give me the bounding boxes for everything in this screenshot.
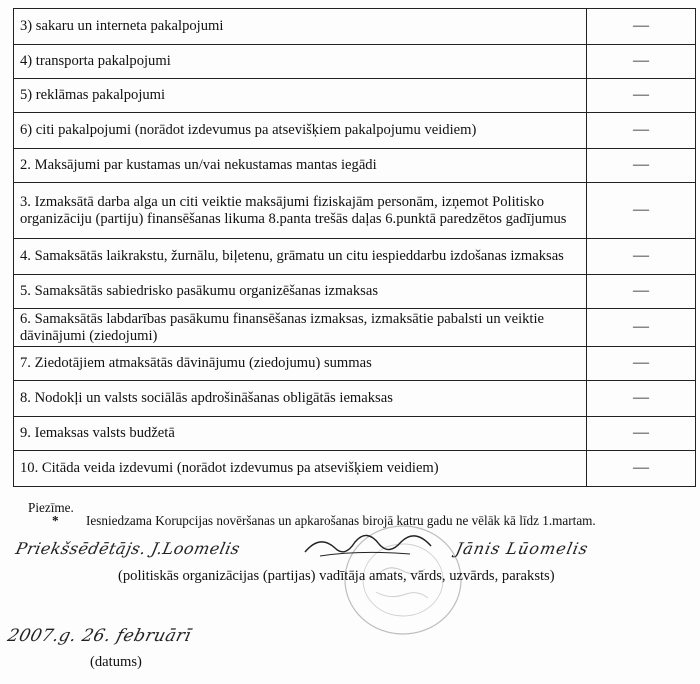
row-value: — xyxy=(587,451,696,487)
row-label: 3. Izmaksātā darba alga un citi veiktie maksājumi fiziskajām personām, izņemot Politisko organizāciju (partiju) finansēšanas likuma 8.panta trešās daļas 6.punktā paredzētos gadījumus xyxy=(14,183,587,239)
row-value: — xyxy=(587,9,696,45)
row-value: — xyxy=(587,417,696,451)
signature-position-handwritten: Priekšsēdētājs. J.Loomelis xyxy=(13,539,242,558)
row-label: 8. Nodokļi un valsts sociālās apdrošināšanas obligātās iemaksas xyxy=(14,381,587,417)
table-row xyxy=(14,347,696,381)
table-row xyxy=(14,113,696,149)
table-row xyxy=(14,9,696,45)
row-value: — xyxy=(587,113,696,149)
row-value: — xyxy=(587,239,696,275)
table-row xyxy=(14,309,696,347)
note-asterisk: * xyxy=(52,513,59,528)
signature-scribble-icon xyxy=(300,532,450,562)
row-label: 4) transporta pakalpojumi xyxy=(14,45,587,79)
row-value: — xyxy=(587,347,696,381)
row-value: — xyxy=(587,45,696,79)
signature-caption: (politiskās organizācijas (partijas) vadītāja amats, vārds, uzvārds, paraksts) xyxy=(118,568,555,584)
expenses-table xyxy=(13,8,696,487)
note-title: Piezīme. xyxy=(28,500,74,515)
row-label: 5. Samaksātās sabiedrisko pasākumu organizēšanas izmaksas xyxy=(14,275,587,309)
table-row xyxy=(14,239,696,275)
row-label: 5) reklāmas pakalpojumi xyxy=(14,79,587,113)
date-caption: (datums) xyxy=(90,654,142,670)
row-value: — xyxy=(587,309,696,347)
row-label: 6. Samaksātās labdarības pasākumu finansēšanas izmaksas, izmaksātie pabalsti un veiktie dāvinājumi (ziedojumi) xyxy=(14,309,587,347)
table-row xyxy=(14,275,696,309)
row-value: — xyxy=(587,381,696,417)
row-label: 4. Samaksātās laikrakstu, žurnālu, biļetenu, grāmatu un citu iespieddarbu izdošanas izmaksas xyxy=(14,239,587,275)
row-label: 6) citi pakalpojumi (norādot izdevumus pa atsevišķiem pakalpojumu veidiem) xyxy=(14,113,587,149)
row-label: 10. Citāda veida izdevumi (norādot izdevumus pa atsevišķiem veidiem) xyxy=(14,451,587,487)
table-row xyxy=(14,149,696,183)
table-row xyxy=(14,451,696,487)
date-handwritten: 2007.g. 26. februārī xyxy=(5,626,194,646)
row-value: — xyxy=(587,275,696,309)
row-label: 9. Iemaksas valsts budžetā xyxy=(14,417,587,451)
expenses-table-body xyxy=(14,9,696,487)
table-row xyxy=(14,381,696,417)
table-row xyxy=(14,45,696,79)
table-row xyxy=(14,183,696,239)
row-label: 2. Maksājumi par kustamas un/vai nekustamas mantas iegādi xyxy=(14,149,587,183)
signature-name-handwritten: Jānis Lūomelis xyxy=(453,539,591,558)
row-label: 7. Ziedotājiem atmaksātās dāvinājumu (ziedojumu) summas xyxy=(14,347,587,381)
table-row xyxy=(14,79,696,113)
row-value: — xyxy=(587,183,696,239)
row-value: — xyxy=(587,149,696,183)
note-text: Iesniedzama Korupcijas novēršanas un apkarošanas birojā katru gadu ne vēlāk kā līdz 1.martam. xyxy=(86,513,596,528)
row-value: — xyxy=(587,79,696,113)
row-label: 3) sakaru un interneta pakalpojumi xyxy=(14,9,587,45)
table-row xyxy=(14,417,696,451)
